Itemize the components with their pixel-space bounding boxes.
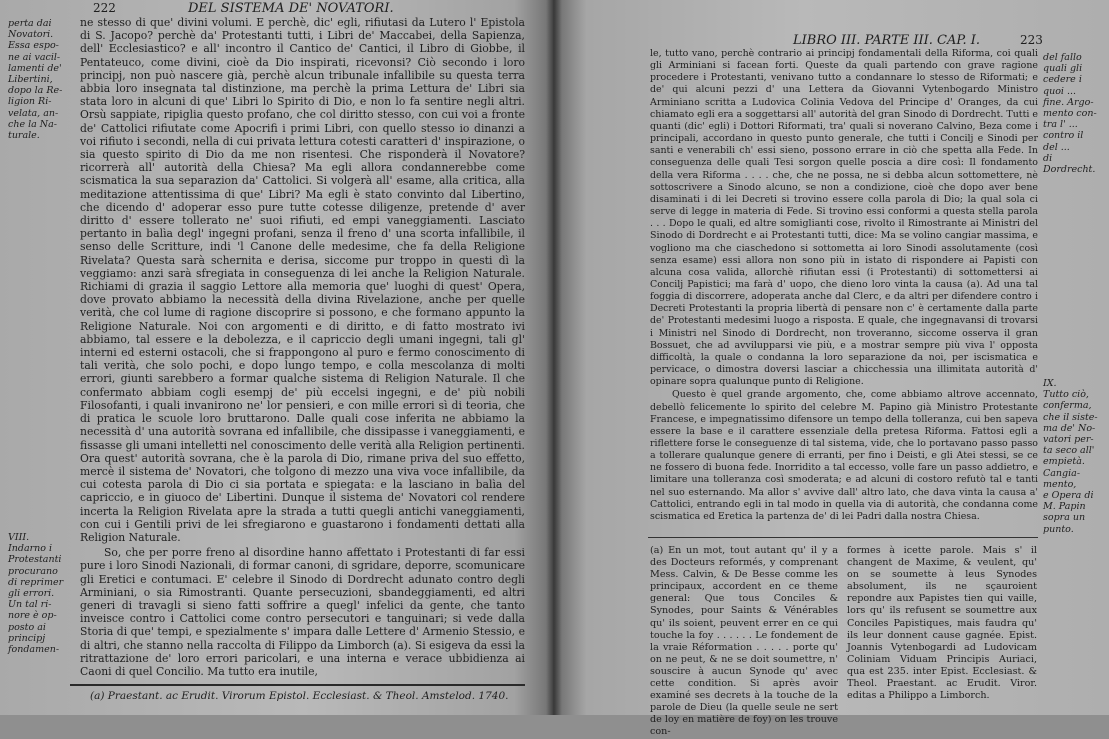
margin-note: del fallo quali gli cedere i quoi ... fine. Argo- mento con- tra l' ... contro il del ... di Dordrecht. (1043, 52, 1097, 176)
left-page (0, 0, 553, 715)
margin-note: VIII. Indarno i Protestanti procurano di reprimer gli errori. Un tal ri- nore è op- posto ai principj fondamen- (8, 532, 64, 656)
paragraph: So, che per porre freno al disordine hanno affettato i Protestanti di far essi pure i loro Sinodi Nazionali, di formar canoni, di sgridare, deporre, scomunicare gli Eretici e contumaci. E' celebre il Sinodo di Dordrecht adunato contro degli Arminiani, o sia Rimostranti. Quante persecuzioni, sbandeggiamenti, ed altri generi di travagli si sieno fatti soffrire a quegl' infelici da gente, che tanto inveisce contro i Cattolici come contro persecutori e tanguinari; si vede dalla Storia di que' tempi, e spezialmente s' impara dalle Lettere d' Armenio Stessio, e di altri, che stanno nella raccolta di Filippo da Limborch (a). Si esigeva da essi la ritrattazione de' loro errori paricolari, e una interna e verace ubbidienza ai Caoni di quel Concilio. Ma tutto era inutile, (80, 546, 525, 678)
paragraph: Questo è quel grande argomento, che, come abbiamo altrove accennato, debellò felicemente lo spirito del celebre M. Papino già Ministro Protestante Francese, e impegnatissimo difensore un tempo della tolleranza, cui ben sapeva essere la base e il carattere essenziale della pretesa Riforma. Fattosi egli a riflettere forse le conseguenze di tal sistema, vide, che lo portavano passo passo a tollerare qualunque genere di erranti, per fino i Deisti, e gli Atei stessi, se ce ne fossero di buona fede. Inorridito a tal eccesso, volle fare un passo addietro, e limitare una tolleranza così smoderata; e ad alcuni di costoro refutò tal e tanti nel suo esternando. Ma allor s' avvive dall' altro lato, che dava vinta la causa a' Cattolici, entrando egli in tal modo in quella via di autorità, che condanna come scismatica ed Eretica la partenza de' di lei Padri dalla nostra Chiesa. (650, 389, 1038, 522)
paragraph: ne stesso di que' divini volumi. E perchè, dic' egli, rifiutasi da Lutero l' Epistola di S. Jacopo? perchè da' Protestanti tutti, i Libri de' Maccabei, della Sapienza, dell' Ecclesiastico? e all' incontro il Cantico de' Cantici, il Libro di Giobbe, il Pentateuco, come divini, cioè da Dio inspirati, ricevonsi? Ciò secondo i loro principj, non può nascere già, perchè alcun tribunale infallibile su questa terra abbia loro insegnata tal distinzione, ma perchè la prima Lettura de' Libri sia stata loro in alcuni di que' Libri lo Spirito di Dio, e non lo fa sentire negli altri. Orsù sappiate, ripiglia questo profano, che col diritto stesso, con cui voi a fronte de' Cattolici rifiutate come Apocrifi i primi Libri, con quello stesso io dinanzi a voi rifiuto i secondi, nella di cui privata lettura cotesti caratteri d' inspirazione, o sia questo spirito di Dio da me non risentesi. Che risponderà il Novatore? ricorrerà all' autorità della Chiesa? Ma egli allora condannerebbe come scismatica la sua separazion da' Cattolici. Si volgerà all' esame, alla critica, alla meditazione attentissima di que' Libri? Ma egli è stato convinto dal Libertino, che dicendo d' adoperar esso pure tutte cotesse diligenze, pretende d' aver diritto d' essere tollerato ne' suoi rifiuti, ed empi vaneggiamenti. Lasciato pertanto in balìa degl' ingegni profani, senza il freno d' una scorta infallibile, il senso delle Scritture, indi 'l Canone delle medesime, che fa della Religione Rivelata? Questa sarà schernita e derisa, siccome pur troppo in questi dì la veggiamo: anzi sarà sfregiata in conseguenza di lei anche la Religion Naturale. Richiami di grazia il saggio Lettore alla memoria que' luoghi di quest' Opera, dove provato abbiamo la necessità della divina Rivelazione, anche per quelle verità, che col lume di ragione discoprire si possono, e che formano appunto la Religione Naturale. Noi con argomenti e di diritto, e di fatto mostrato ivi abbiamo, tal essere e la debolezza, e il capriccio degli umani ingegni, tali gl' interni ed esterni ostacoli, che si frappongono al puro e fermo conoscimento di tali verità, che solo pochi, e dopo lungo tempo, e colla mescolanza di molti errori, giunti sarebbero a formar qualche sistema di Religion Naturale. Il che confermato abbiam cogli esempj de' più eccelsi ingegni, e de' più nobili Filosofanti, i quali invanirono ne' lor pensieri, e con mille errori sì di teoria, che di pratica le scuole loro bruttarono. Dalle quali cose inferita ne abbiamo la necessità d' una autorità sovrana ed infallibile, che dissipasse i vaneggiamenti, e fissasse gli umani intelletti nel conoscimento delle verità alla Religion pertinenti. Ora quest' autorità sovrana, che è la parola di Dio, rimane priva del suo effetto, mercè il sistema de' Novatori, che tolgono di mezzo una viva voce infallibile, da cui cotesta parola di Dio ci sia portata e spiegata: e la lasciano in balìa del capriccio, e in giuoco de' Libertini. Dunque il sistema de' Novatori col rendere incerta la Religion Rivelata apre la strada a tutti quegli antichi vaneggiamenti, con cui i Gentili privi de lei sfregiarono e guastarono i fondamenti dettati alla Religion Naturale. (80, 16, 525, 544)
page-number: 223 (1020, 33, 1043, 47)
body-text (650, 48, 1038, 523)
margin-note: IX. Tutto ciò, conferma, che il siste- ma de' No- vatori per- ta seco all' empietà. Cangia- mento, e Opera di M. Papin sopra un punto. (1043, 378, 1098, 535)
running-head: LIBRO III. PARTE III. CAP. I. (793, 33, 981, 48)
paragraph: le, tutto vano, perchè contrario ai principj fondamentali della Riforma, coi quali gli Arminiani si facean forti. Queste da quali partendo con grave ragione procedere i Protestanti, venivano tutto a condannare lo stesso de Riformati; e de' qui alcuni pezzi d' una Lettera da Giovanni Vytenbogardo Ministro Arminiano scritta a Ludovica Colinia Vedova del Principe d' Oranges, da cui chiamato egli era a soggettarsi all' autorità del gran Sinodo di Dordrecht. Tutti e quanti (dic' egli) i Dottori Riformati, tra' quali si noverano Calvino, Beza come i principali, accordano in questo punto generale, che tutti i Concilj e Sinodi per santi e venerabili ch' essi sieno, possono errare in ciò che spetta alla Fede. In conseguenza delle quali Tesi sorgon quelle poscia a dire così: Il fondamento della vera Riforma . . . . che, che ne possa, ne si debba alcun sottomettere, nè sottoscrivere a Sinodo alcuno, se non a condizione, cioè che dopo aver bene disaminati i di lei Decreti si trovino essere colla parola di Dio; la qual sola ci serve di legge in materia di Fede. Si trovino essi conformi a questa stella parola . . . Dopo le quali, ed altre somiglianti cose, rivolto il Rimostrante ai Ministri del Sinodo di Dordrecht e ai Protestanti tutti, dice: Ma se volino cangiar massima, e vogliono ma che ciaschedono si sottometta ai loro Sinodi assolutamente (così senza esame) essi allora non sono più in istato di rispondere ai Papisti con alcuna cosa valida, allorchè rifiutan essi (i Protestanti) di sottomettersi ai Concilj Papistici; ma farà d' uopo, che dieno loro vinta la causa (a). Ad una tal foggia di discorrere, adoperata anche dal Clerc, e da altri per difendere contro i Decreti Protestanti la propria libertà di pensare non c' è certamente dalla parte de' Protestanti medesimi luogo a risposta. E quale, che ingegnavansi di trovarsi i Ministri nel Sinodo di Dordrecht, non troveranno, siccome osserva il gran Bossuet, che ad avvilupparsi vie più, e a mostrar sempre più viva l' opposta difficoltà, la quale o condanna la loro separazione da noi, per iscismatica e pervicace, o dimostra doversi lasciar a chicchessia una illimitata autorità d' opinare sopra qualunque punto di Religione. (650, 48, 1038, 388)
right-page (553, 0, 1109, 738)
footnote-rule (70, 684, 525, 686)
footnote-column-left: (a) En un mot, tout autant qu' il y a des Docteurs reformés, y comprenant Mess. Calvin, & De Besse comme les principaux, accordent en ce theme general: Que tous Conciles & Synodes, pour Saints & Vénérables qu' ils soient, peuvent errer en ce qui touche la foy . . . . . . Le fondement de la vraie Réformation . . . . . porte qu' on ne peut, & ne se doit soumettre, n' souscire à aucun Synode qu' avec cette condition. Si après avoir examiné ses decrets à la touche de la parole de Dieu (la quelle seule ne sert de loy en matière de foy) on les trouve con- (650, 545, 838, 738)
running-head: DEL SISTEMA DE' NOVATORI. (188, 1, 394, 16)
body-text (80, 16, 525, 678)
book-gutter (546, 0, 562, 715)
margin-note: perta dai Novatori. Essa espo- ne ai vacil- lamenti de' Libertini, dopo la Re- ligion Ri- velata, an- che la Na- turale. (8, 18, 63, 142)
page-number: 222 (93, 1, 116, 15)
footnote-column-right: formes à icette parole. Mais s' il changent de Maxime, & veulent, qu' on se soumette à leus Synodes absolument, ils ne sçauroient repondre aux Papistes tien qui vaille, lors qu' ils refusent se soumettre aux Conciles Papistiques, mais faudra qu' ils leur donnent cause gagnée. Epist. Joannis Vytenbogardi ad Ludovicam Coliniam Viduam Principis Auriaci, qua est 235. inter Epist. Ecclesiast. & Theol. Praestant. ac Erudit. Viror. editas a Philippo a Limborch. (847, 545, 1037, 702)
footnote: (a) Praestant. ac Erudit. Virorum Epistol. Ecclesiast. & Theol. Amstelod. 1740. (90, 690, 509, 702)
footnote-rule (648, 537, 1038, 538)
